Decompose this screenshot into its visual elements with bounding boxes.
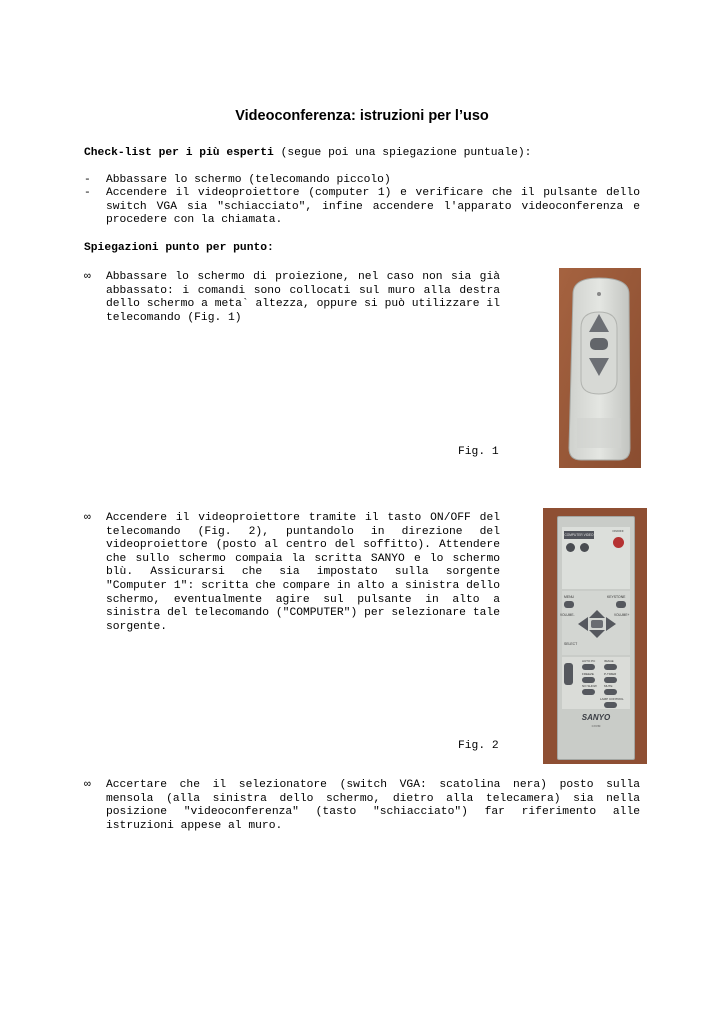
image-button bbox=[604, 664, 617, 670]
explanations-heading: Spiegazioni punto per punto: bbox=[84, 242, 274, 254]
video-button bbox=[580, 543, 589, 552]
image-label: IMAGE bbox=[604, 659, 614, 663]
direction-pad bbox=[576, 609, 618, 639]
lamp-control-button bbox=[604, 702, 617, 708]
list-marker: - bbox=[84, 187, 91, 199]
checklist-heading-note: (segue poi una spiegazione puntuale): bbox=[280, 147, 532, 159]
model-label: CXVM bbox=[591, 724, 601, 728]
checklist-heading: Check-list per i più esperti bbox=[84, 147, 274, 159]
checklist-item-text: Accendere il videoproiettore (computer 1) e verificare che il pulsante dello switch VGA sia "schiacciato", infine accendere l'apparato videoconferenza e procedere con la chiamata. bbox=[106, 187, 640, 227]
select-rocker bbox=[564, 663, 573, 685]
power-button bbox=[613, 537, 624, 548]
figure-caption: Fig. 2 bbox=[458, 740, 499, 752]
figure-1-remote-photo bbox=[559, 268, 641, 468]
list-marker: ∞ bbox=[84, 512, 91, 524]
volume-minus-label: VOLUME- bbox=[560, 613, 575, 617]
p-timer-button bbox=[604, 677, 617, 683]
figure-2-remote-photo bbox=[543, 508, 647, 764]
computer-button bbox=[566, 543, 575, 552]
freeze-label: FREEZE bbox=[582, 672, 594, 676]
mute-button bbox=[604, 689, 617, 695]
list-marker: ∞ bbox=[84, 779, 91, 791]
page-title: Videoconferenza: istruzioni per l’uso bbox=[235, 108, 489, 124]
freeze-button bbox=[582, 677, 595, 683]
list-marker: ∞ bbox=[84, 271, 91, 283]
select-label: SELECT bbox=[564, 642, 578, 646]
checklist-heading-line bbox=[84, 147, 531, 161]
menu-label: MENU bbox=[564, 595, 574, 599]
explanation-item-text: Accendere il videoproiettore tramite il tasto ON/OFF del telecomando (Fig. 2), puntandolo in direzione del videoproiettore (posto al centro del soffitto). Attendere che sullo schermo compaia la scritta SANYO e lo schermo blù. Assicurarsi che sia impostato sulla sorgente "Computer 1": scritta che compare in alto a sinistra dello schermo, eventualmente agire sul pulsante in alto a sinistra del telecomando ("COMPUTER") per selezionare tale sorgente. bbox=[106, 512, 500, 633]
remote-body bbox=[557, 516, 635, 760]
no-show-button bbox=[582, 689, 595, 695]
on-off-label: ON/OFF bbox=[612, 529, 624, 533]
lamp-control-label: LAMP CONTROL bbox=[600, 697, 624, 701]
volume-plus-label: VOLUME+ bbox=[614, 613, 630, 617]
figure-caption: Fig. 1 bbox=[458, 446, 499, 458]
p-timer-label: P-TIMER bbox=[604, 672, 617, 676]
no-show-label: NO SHOW bbox=[582, 684, 597, 688]
auto-pc-button bbox=[582, 664, 595, 670]
explanation-item-text: Accertare che il selezionatore (switch VGA: scatolina nera) posto sulla mensola (alla sinistra dello schermo, dietro alla telecamera) sia nella posizione "videoconferenza" (tasto "schiacciato") far riferimento alle istruzioni appese al muro. bbox=[106, 779, 640, 832]
computer-video-label: COMPUTER VIDEO bbox=[564, 533, 594, 537]
mute-label: MUTE bbox=[604, 684, 613, 688]
checklist-item-text: Abbassare lo schermo (telecomando piccolo) bbox=[106, 174, 391, 186]
keystone-button bbox=[616, 601, 626, 608]
sanyo-logo: SANYO bbox=[581, 713, 611, 722]
list-marker: - bbox=[84, 174, 91, 186]
keystone-label: KEYSTONE bbox=[607, 595, 626, 599]
auto-pc-label: AUTO PC bbox=[582, 659, 596, 663]
menu-button bbox=[564, 601, 574, 608]
explanation-item-text: Abbassare lo schermo di proiezione, nel caso non sia già abbassato: i comandi sono collocati sul muro alla destra dello schermo a meta` altezza, oppure si può utilizzare il telecomando (Fig. 1) bbox=[106, 271, 500, 324]
